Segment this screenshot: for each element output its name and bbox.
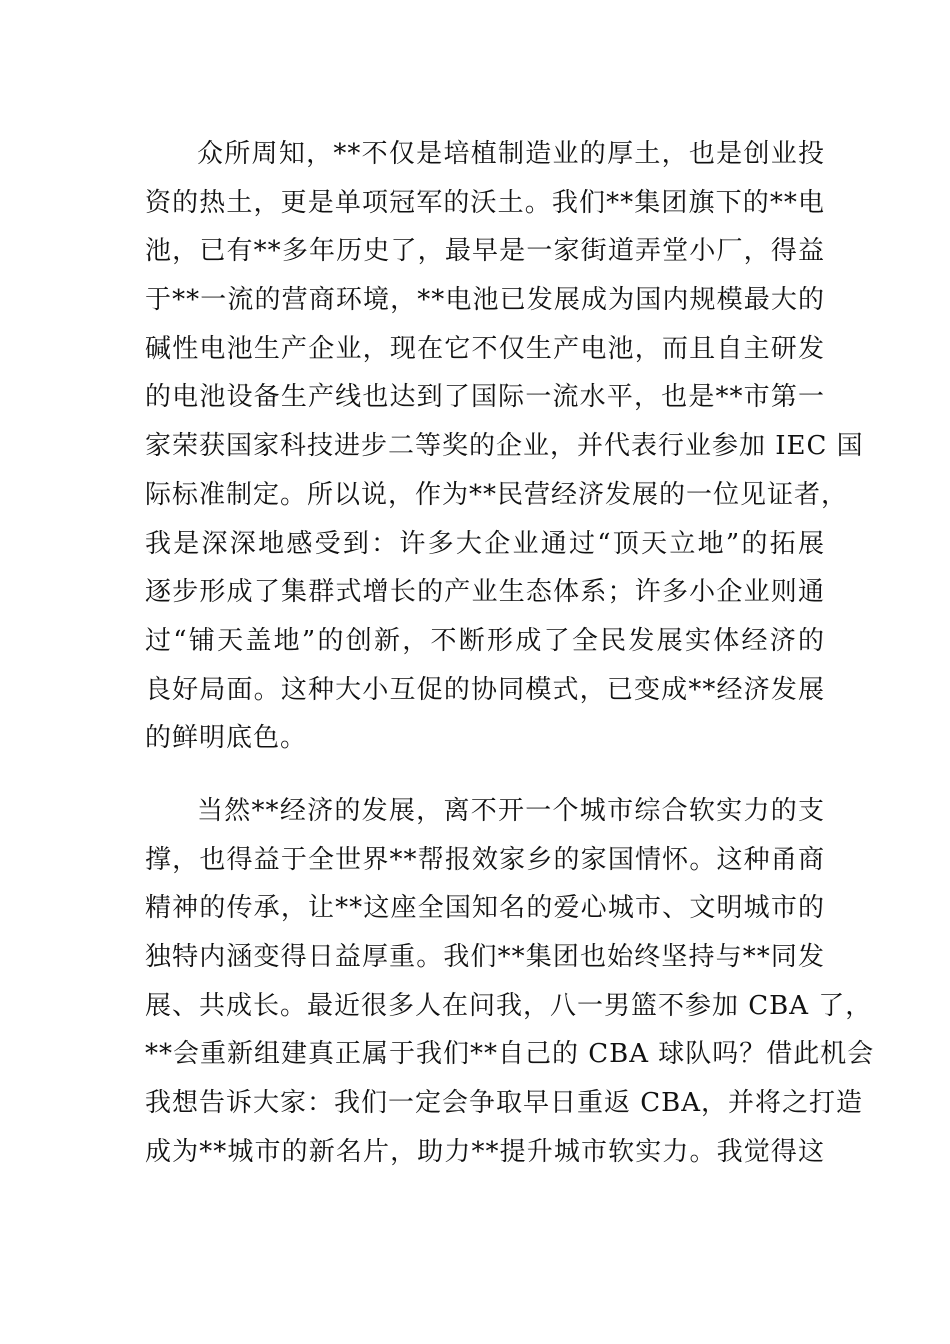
paragraph-line: 于**一流的营商环境，**电池已发展成为国内规模最大的 <box>145 285 825 316</box>
paragraph-line: 精神的传承，让**这座全国知名的爱心城市、文明城市的 <box>145 893 825 924</box>
paragraph-line: 我是深深地感受到：许多大企业通过“顶天立地”的拓展 <box>145 528 825 559</box>
paragraph-1 <box>145 130 864 763</box>
paragraph-line: 展、共成长。最近很多人在问我，八一男篮不参加 CBA 了， <box>145 990 873 1021</box>
paragraph-line: 良好局面。这种大小互促的协同模式，已变成**经济发展 <box>145 674 825 705</box>
paragraph-line: 际标准制定。所以说，作为**民营经济发展的一位见证者， <box>145 479 849 510</box>
paragraph-line: 碱性电池生产企业，现在它不仅生产电池，而且自主研发 <box>145 333 825 364</box>
paragraph-line: 家荣获国家科技进步二等奖的企业，并代表行业参加 IEC 国 <box>145 431 864 462</box>
paragraph-line: 过“铺天盖地”的创新，不断形成了全民发展实体经济的 <box>145 625 825 656</box>
paragraph-line: 撑，也得益于全世界**帮报效家乡的家国情怀。这种甬商 <box>145 844 825 875</box>
paragraph-line: 的电池设备生产线也达到了国际一流水平，也是**市第一 <box>145 382 825 413</box>
paragraph-line: 资的热土，更是单项冠军的沃土。我们**集团旗下的**电 <box>145 187 825 218</box>
paragraph-line: 的鲜明底色。 <box>145 723 308 754</box>
paragraph-line: 成为**城市的新名片，助力**提升城市软实力。我觉得这 <box>145 1136 825 1167</box>
paragraph-line: 当然**经济的发展，离不开一个城市综合软实力的支 <box>197 796 825 826</box>
paragraph-2 <box>145 787 875 1177</box>
paragraph-line: 逐步形成了集群式增长的产业生态体系；许多小企业则通 <box>145 577 825 608</box>
paragraph-line: 我想告诉大家：我们一定会争取早日重返 CBA，并将之打造 <box>145 1088 864 1119</box>
paragraph-line: 众所周知，**不仅是培植制造业的厚土，也是创业投 <box>197 139 825 169</box>
paragraph-line: 池，已有**多年历史了，最早是一家街道弄堂小厂，得益 <box>145 236 825 267</box>
paragraph-line: **会重新组建真正属于我们**自己的 CBA 球队吗？借此机会 <box>145 1039 875 1070</box>
paragraph-line: 独特内涵变得日益厚重。我们**集团也始终坚持与**同发 <box>145 942 825 973</box>
